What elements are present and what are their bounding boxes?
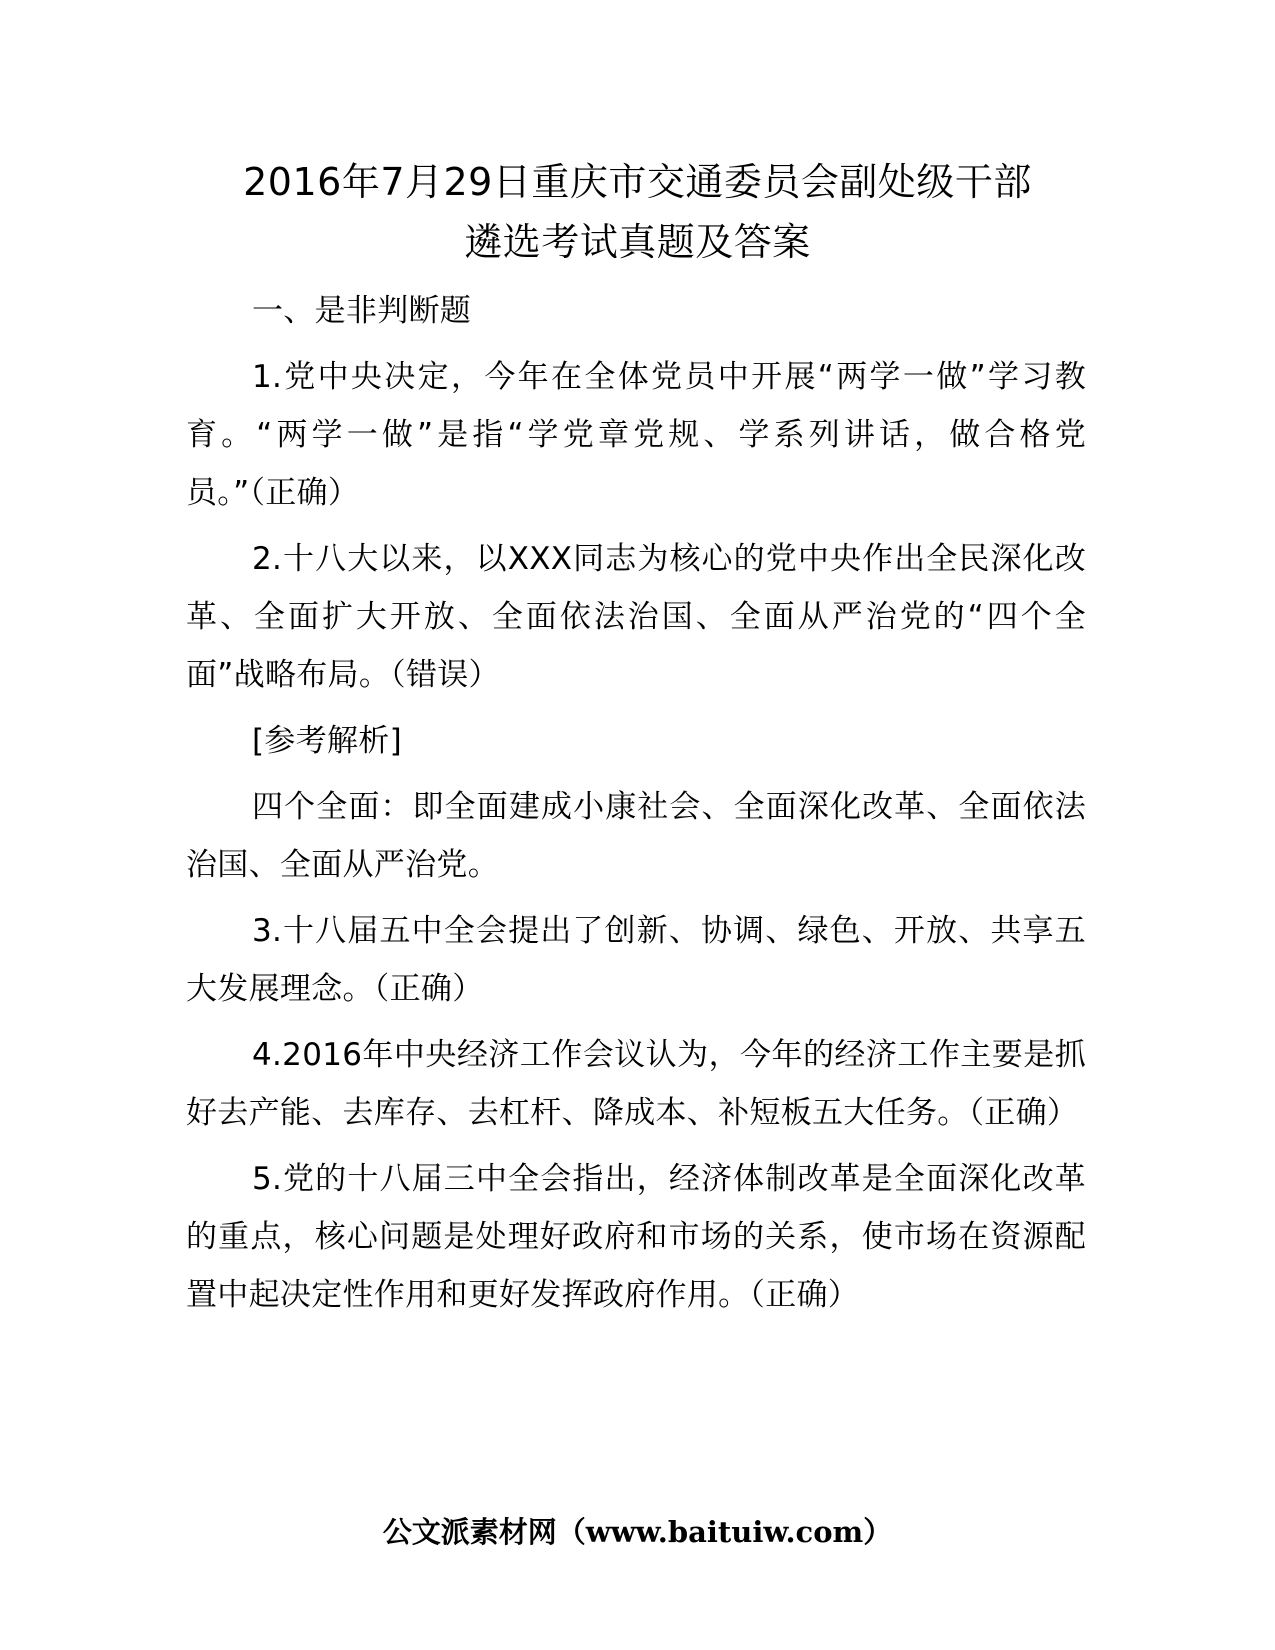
section-heading: 一、是非判断题 [252, 293, 472, 329]
reference-analysis-text: 四个全面：即全面建成小康社会、全面深化改革、全面依法治国、全面从严治党。 [186, 789, 1086, 883]
document-body [186, 282, 1086, 1332]
question-2: 2.十八大以来，以XXX同志为核心的党中央作出全民深化改革、全面扩大开放、全面依法治国、全面从严治党的“四个全面”战略布局。（错误） [186, 541, 1086, 693]
reference-analysis-heading: [参考解析] [252, 723, 402, 759]
document-title-line-1: 2016年7月29日重庆市交通委员会副处级干部 [243, 160, 1032, 204]
question-4: 4.2016年中央经济工作会议认为，今年的经济工作主要是抓好去产能、去库存、去杠杆、降成本、补短板五大任务。（正确） [186, 1037, 1086, 1131]
footer-watermark: 公文派素材网（www.baituiw.com） [382, 1515, 893, 1549]
question-3: 3.十八届五中全会提出了创新、协调、绿色、开放、共享五大发展理念。（正确） [186, 913, 1086, 1007]
question-5: 5.党的十八届三中全会指出，经济体制改革是全面深化改革的重点，核心问题是处理好政府和市场的关系，使市场在资源配置中起决定性作用和更好发挥政府作用。（正确） [186, 1161, 1086, 1313]
document-title-line-2: 遴选考试真题及答案 [464, 220, 811, 264]
question-1: 1.党中央决定，今年在全体党员中开展“两学一做”学习教育。“两学一做”是指“学党章党规、学系列讲话，做合格党员。”（正确） [186, 359, 1086, 511]
